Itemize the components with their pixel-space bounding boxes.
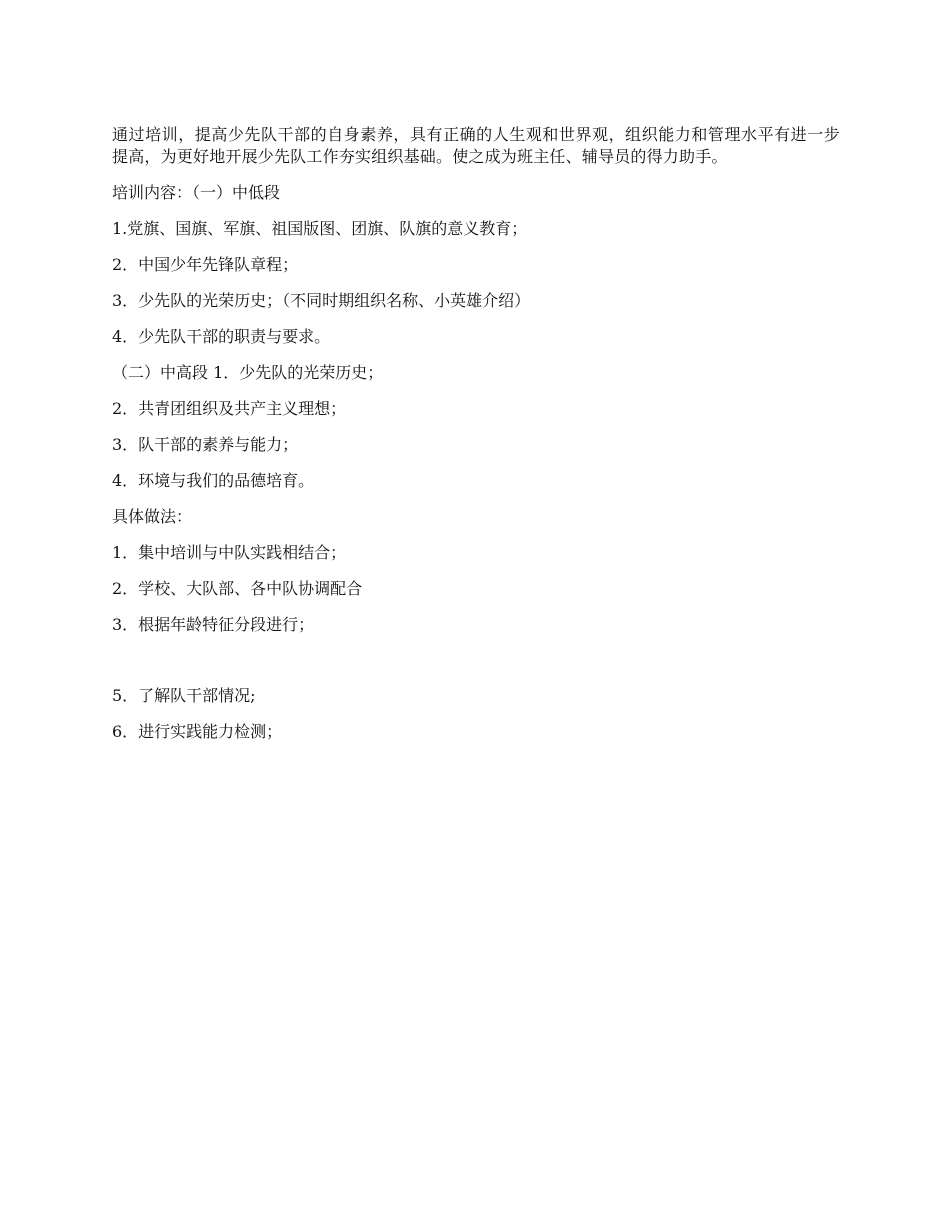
high-item-4: 4．环境与我们的品德培育。 (112, 471, 315, 490)
method-heading: 具体做法： (112, 507, 193, 526)
extra-item-6: 6．进行实践能力检测； (112, 722, 283, 741)
high-heading: （二）中高段 1．少先队的光荣历史； (112, 363, 384, 382)
method-item-3: 3．根据年龄特征分段进行； (112, 615, 315, 634)
low-item-4: 4．少先队干部的职责与要求。 (112, 327, 331, 346)
low-item-2: 2．中国少年先锋队章程； (112, 255, 299, 274)
document-page (112, 124, 840, 743)
method-item-1: 1．集中培训与中队实践相结合； (112, 543, 347, 562)
content-heading: 培训内容：（一）中低段 (112, 183, 281, 202)
extra-item-5: 5．了解队干部情况; (112, 686, 256, 705)
method-item-2: 2．学校、大队部、各中队协调配合 (112, 579, 363, 598)
low-item-1: 1.党旗、国旗、军旗、祖国版图、团旗、队旗的意义教育； (112, 219, 528, 238)
low-item-3: 3．少先队的光荣历史；（不同时期组织名称、小英雄介绍） (112, 291, 531, 310)
high-item-3: 3．队干部的素养与能力； (112, 435, 299, 454)
high-item-2: 2．共青团组织及共产主义理想； (112, 399, 347, 418)
intro-paragraph: 通过培训，提高少先队干部的自身素养，具有正确的人生观和世界观，组织能力和管理水平有进一步提高，为更好地开展少先队工作夯实组织基础。使之成为班主任、辅导员的得力助手。 (112, 125, 840, 166)
